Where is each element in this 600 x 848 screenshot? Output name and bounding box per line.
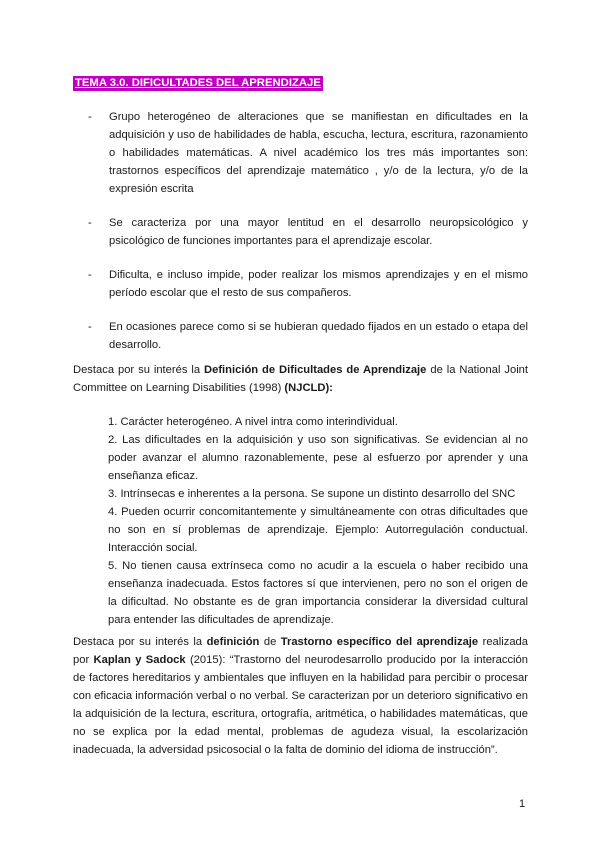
bullet-text: Grupo heterogéneo de alteraciones que se manifiestan en dificultades en la adquisición y uso de habilidades de habla, escucha, lectura, escritura, razonamiento o habilidades matemáticas. A nivel académico los tres más importantes son: trastornos específicos del aprendizaje matemático , y/o de la lectura, y/o de la expresión escrita — [109, 111, 528, 195]
bullet-marker: - — [88, 111, 92, 123]
njcld-paragraph — [73, 361, 528, 397]
para1-bold-definition: Definición de Dificultades de Aprendizaje — [204, 364, 427, 376]
para1-middle: de la National Joint Committee on Learning Disabilities (1998) — [73, 364, 529, 394]
numbered-item: 5. No tienen causa extrínseca como no acudir a la escuela o haber recibido una enseñanza inadecuada. Estos factores sí que intervienen, pero no son el origen de la dificultad. No obstante es de gran importancia considerar la diversidad cultural para entender las dificultades de aprendizaje. — [108, 560, 528, 626]
bullet-text: Se caracteriza por una mayor lentitud en el desarrollo neuropsicológico y psicológico de funciones importantes para el aprendizaje escolar. — [109, 217, 528, 247]
para2-bold-trastorno: Trastorno específico del aprendizaje — [280, 636, 479, 648]
para2-mid2: realizada por — [73, 636, 528, 666]
bullet-item — [88, 318, 528, 354]
bullet-item — [88, 266, 528, 302]
bullet-list — [88, 108, 528, 370]
bullet-marker: - — [88, 217, 92, 229]
bullet-marker: - — [88, 269, 92, 281]
section-title: TEMA 3.0. DIFICULTADES DEL APRENDIZAJE — [75, 77, 321, 89]
bullet-text: En ocasiones parece como si se hubieran quedado fijados en un estado o etapa del desarrollo. — [109, 321, 528, 351]
page-number: 1 — [519, 798, 526, 810]
bullet-marker: - — [88, 321, 92, 333]
para2-mid1: de — [259, 636, 281, 648]
bullet-text: Dificulta, e incluso impide, poder realizar los mismos aprendizajes y en el mismo período escolar que el resto de sus compañeros. — [109, 269, 528, 299]
kaplan-paragraph — [73, 633, 528, 759]
numbered-list — [108, 413, 528, 629]
numbered-item: 3. Intrínsecas e inherentes a la persona. Se supone un distinto desarrollo del SNC — [108, 488, 516, 500]
para2-rest: (2015): “Trastorno del neurodesarrollo producido por la interacción de factores hereditarios y ambientales que influyen en la habilidad para percibir o procesar con eficacia información verbal o no verbal. Se caracterizan por un deterioro significativo en la adquisición de la lectura, escritura, ortografía, aritmética, o habilidades matemáticas, que no se explica por la edad mental, problemas de agudeza visual, la escolarización inadecuada, la adversidad psicosocial o la falta de dominio del idioma de instrucción”. — [73, 654, 528, 756]
para1-prefix: Destaca por su interés la — [73, 364, 205, 376]
para1-bold-njcld: (NJCLD): — [284, 382, 333, 394]
para2-bold-definicion: definición — [206, 636, 260, 648]
para2-bold-authors: Kaplan y Sadock — [93, 654, 186, 666]
numbered-item: 2. Las dificultades en la adquisición y uso son significativas. Se evidencian al no poder avanzar el alumno razonablemente, pese al esfuerzo por aprender y una enseñanza eficaz. — [108, 434, 528, 482]
bullet-item — [88, 108, 528, 198]
numbered-item: 4. Pueden ocurrir concomitantemente y simultáneamente con otras dificultades que no son en sí problemas de aprendizaje. Ejemplo: Autorregulación conductual. Interacción social. — [108, 506, 528, 554]
bullet-item — [88, 214, 528, 250]
numbered-item: 1. Carácter heterogéneo. A nivel intra como interindividual. — [108, 416, 398, 428]
para2-prefix: Destaca por su interés la — [73, 636, 207, 648]
